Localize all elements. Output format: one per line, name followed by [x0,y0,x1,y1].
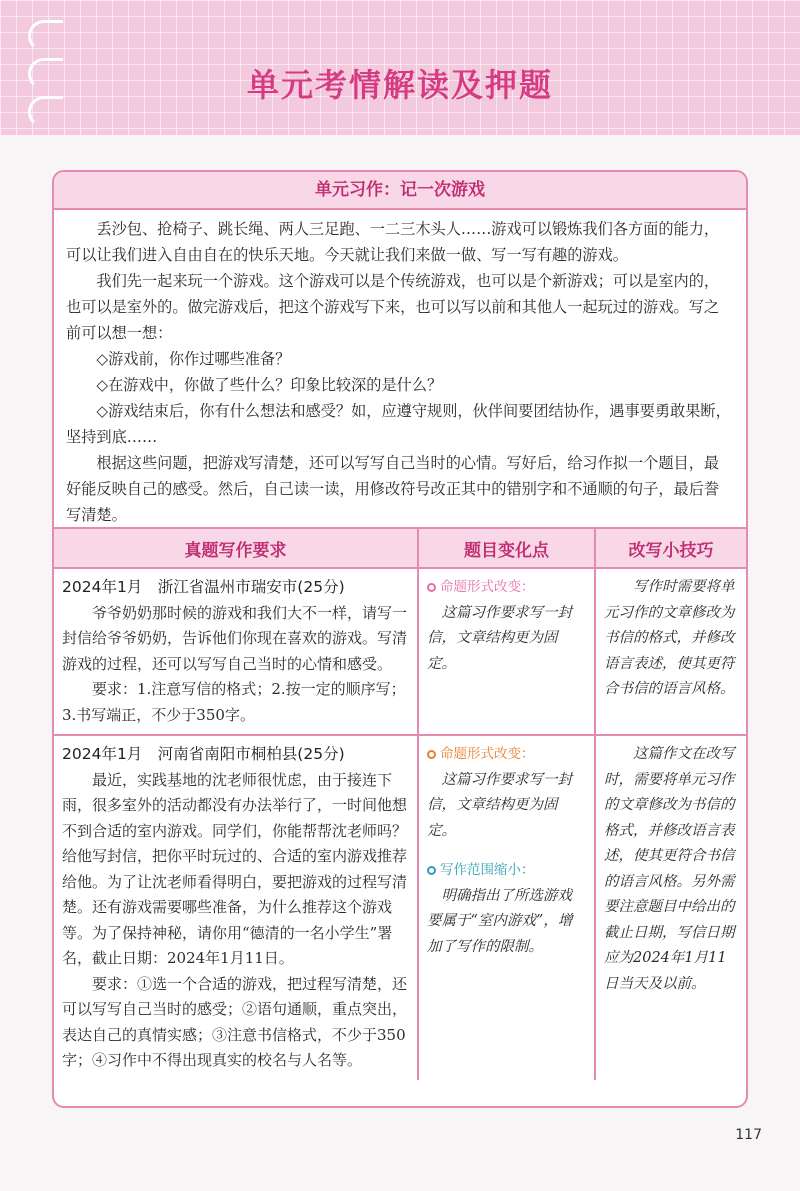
table-header-row [54,528,746,568]
change-label: 命题形式改变： [427,575,586,601]
tip-text: 这篇作文在改写时，需要将单元习作的文章修改为书信的格式，并修改语言表述，使其更符合书信的语言风格。另外需要注意题目中给出的截止日期，写信日期应为2024年1月11日当天及以前。 [604,746,735,992]
tip-cell [595,568,746,735]
circle-bullet-icon [427,750,436,759]
intro-question: ◇游戏结束后，你有什么想法和感受？如，应遵守规则，伙伴间要团结协作，遇事要勇敢果断，坚持到底…… [66,402,731,446]
case-title: 2024年1月 浙江省温州市瑞安市(25分) [62,578,345,596]
intro-question: ◇在游戏中，你做了些什么？印象比较深的是什么？ [96,376,443,394]
table-row [54,568,746,735]
requirement-cell [54,568,418,735]
table-row [54,735,746,1080]
change-cell [418,568,595,735]
intro-paragraph: 丢沙包、抢椅子、跳长绳、两人三足跑、一二三木头人……游戏可以锻炼我们各方面的能力，可以让我们进入自由自在的快乐天地。今天就让我们来做一做、写一写有趣的游戏。 [66,220,720,264]
requirements-table [54,527,746,1080]
tip-text: 写作时需要将单元习作的文章修改为书信的格式，并修改语言表述，使其更符合书信的语言风格。 [604,579,735,697]
change-cell [418,735,595,1080]
case-paragraph: 爷爷奶奶那时候的游戏和我们大不一样，请写一封信给爷爷奶奶，告诉他们你现在喜欢的游戏。写清游戏的过程，还可以写写自己当时的心情和感受。 [62,603,408,673]
case-paragraph: 要求：1.注意写信的格式；2.按一定的顺序写；3.书写端正，不少于350字。 [62,680,406,724]
change-text: 这篇习作要求写一封信，文章结构更为固定。 [427,771,572,839]
column-header: 真题写作要求 [54,528,418,568]
requirement-cell [54,735,418,1080]
page-title: 单元考情解读及押题 [246,66,553,104]
writing-task-card [52,170,748,1108]
card-title: 单元习作：记一次游戏 [54,172,746,210]
case-paragraph: 要求：①选一个合适的游戏，把过程写清楚，还可以写写自己当时的感受；②语句通顺，重点突出，表达自己的真情实感；③注意书信格式，不少于350字；④习作中不得出现真实的校名与人名等。 [62,974,408,1069]
circle-bullet-icon [427,866,436,875]
circle-bullet-icon [427,583,436,592]
binder-ring-icon [28,20,63,52]
page-number: 117 [735,1127,762,1143]
case-title: 2024年1月 河南省南阳市桐柏县(25分) [62,745,345,763]
column-header: 题目变化点 [418,528,595,568]
tip-cell [595,735,746,1080]
change-text: 明确指出了所选游戏要属于“室内游戏”，增加了写作的限制。 [427,887,573,955]
intro-paragraph: 我们先一起来玩一个游戏。这个游戏可以是个传统游戏，也可以是个新游戏；可以是室内的，也可以是室外的。做完游戏后，把这个游戏写下来，也可以写以前和其他人一起玩过的游戏。写之前可以想一想： [66,272,720,342]
intro-text [54,210,746,528]
change-label: 命题形式改变： [427,742,586,768]
change-label: 写作范围缩小： [427,858,586,884]
case-paragraph: 最近，实践基地的沈老师很忧虑，由于接连下雨，很多室外的活动都没有办法举行了，一时间他想不到合适的室内游戏。同学们，你能帮帮沈老师吗？给他写封信，把你平时玩过的、合适的室内游戏推荐给他。为了让沈老师看得明白，要把游戏的过程写清楚。还有游戏需要哪些准备，为什么推荐这个游戏等。为了保持神秘，请你用“德清的一名小学生”署名，截止日期：2024年1月11日。 [62,770,408,967]
change-text: 这篇习作要求写一封信，文章结构更为固定。 [427,604,572,672]
column-header: 改写小技巧 [595,528,746,568]
intro-paragraph: 根据这些问题，把游戏写清楚，还可以写写自己当时的心情。写好后，给习作拟一个题目，最好能反映自己的感受。然后，自己读一读，用修改符号改正其中的错别字和不通顺的句子，最后誊写清楚。 [66,454,720,524]
intro-question: ◇游戏前，你作过哪些准备？ [96,350,291,368]
